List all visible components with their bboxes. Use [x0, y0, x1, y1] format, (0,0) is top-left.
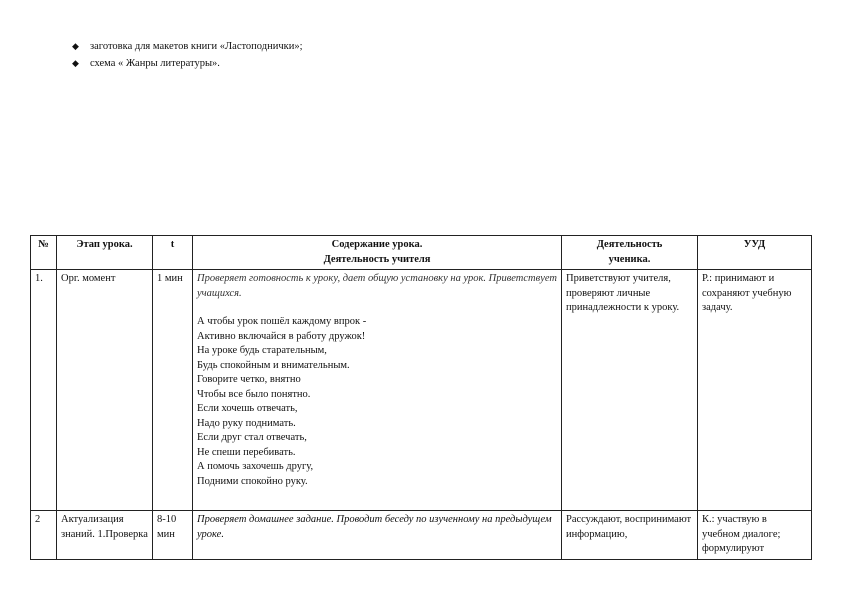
cell-num: 2 — [31, 511, 57, 560]
materials-list — [72, 38, 303, 72]
cell-time: 8-10 мин — [153, 511, 193, 560]
poem — [197, 315, 557, 489]
table-header-row — [31, 236, 812, 270]
poem-line: На уроке будь старательным, — [197, 345, 327, 356]
poem-line: Надо руку поднимать. — [197, 417, 296, 429]
header-time: t — [153, 236, 193, 270]
header-uud: УУД — [698, 236, 812, 270]
bullet-icon: ◆ — [72, 41, 79, 51]
cell-uud: К.: участвую в учебном диалоге; формулируют — [698, 511, 812, 560]
poem-line: Если друг стал отвечать, — [197, 432, 307, 443]
cell-teacher — [193, 270, 562, 511]
teacher-intro: Проверяет готовность к уроку, дает общую установку на урок. Приветствует учащихся. — [197, 273, 557, 299]
cell-student: Рассуждают, воспринимают информацию, — [562, 511, 698, 560]
poem-line: Не спеши перебивать. — [197, 446, 296, 458]
poem-line: Говорите четко, внятно — [197, 374, 301, 385]
poem-line: Активно включайся в работу дружок! — [197, 330, 366, 342]
bullet-icon: ◆ — [72, 58, 79, 68]
poem-line: А помочь захочешь другу, — [197, 461, 314, 472]
table-row — [31, 270, 812, 511]
cell-teacher: Проверяет домашнее задание. Проводит беседу по изученному на предыдущем уроке. — [193, 511, 562, 560]
list-item: ◆ схема « Жанры литературы». — [72, 55, 303, 72]
cell-stage: Орг. момент — [57, 270, 153, 511]
header-student: Деятельность ученика. — [562, 236, 698, 270]
poem-line: Если хочешь отвечать, — [197, 403, 298, 414]
table-row — [31, 511, 812, 560]
cell-uud: Р.: принимают и сохраняют учебную задачу. — [698, 270, 812, 511]
cell-student: Приветствуют учителя, проверяют личные принадлежности к уроку. — [562, 270, 698, 511]
lesson-plan-table — [30, 235, 812, 560]
poem-line: Будь спокойным и внимательным. — [197, 359, 350, 371]
cell-num: 1. — [31, 270, 57, 511]
poem-line: Подними спокойно руку. — [197, 475, 308, 487]
header-content: Содержание урока. Деятельность учителя — [193, 236, 562, 270]
cell-time: 1 мин — [153, 270, 193, 511]
header-num: № — [31, 236, 57, 270]
header-stage: Этап урока. — [57, 236, 153, 270]
cell-stage: Актуализация знаний. 1.Проверка — [57, 511, 153, 560]
poem-line: А чтобы урок пошёл каждому впрок - — [197, 316, 367, 327]
list-item: ◆ заготовка для макетов книги «Ластоподнички»; — [72, 38, 303, 55]
poem-line: Чтобы все было понятно. — [197, 388, 311, 400]
